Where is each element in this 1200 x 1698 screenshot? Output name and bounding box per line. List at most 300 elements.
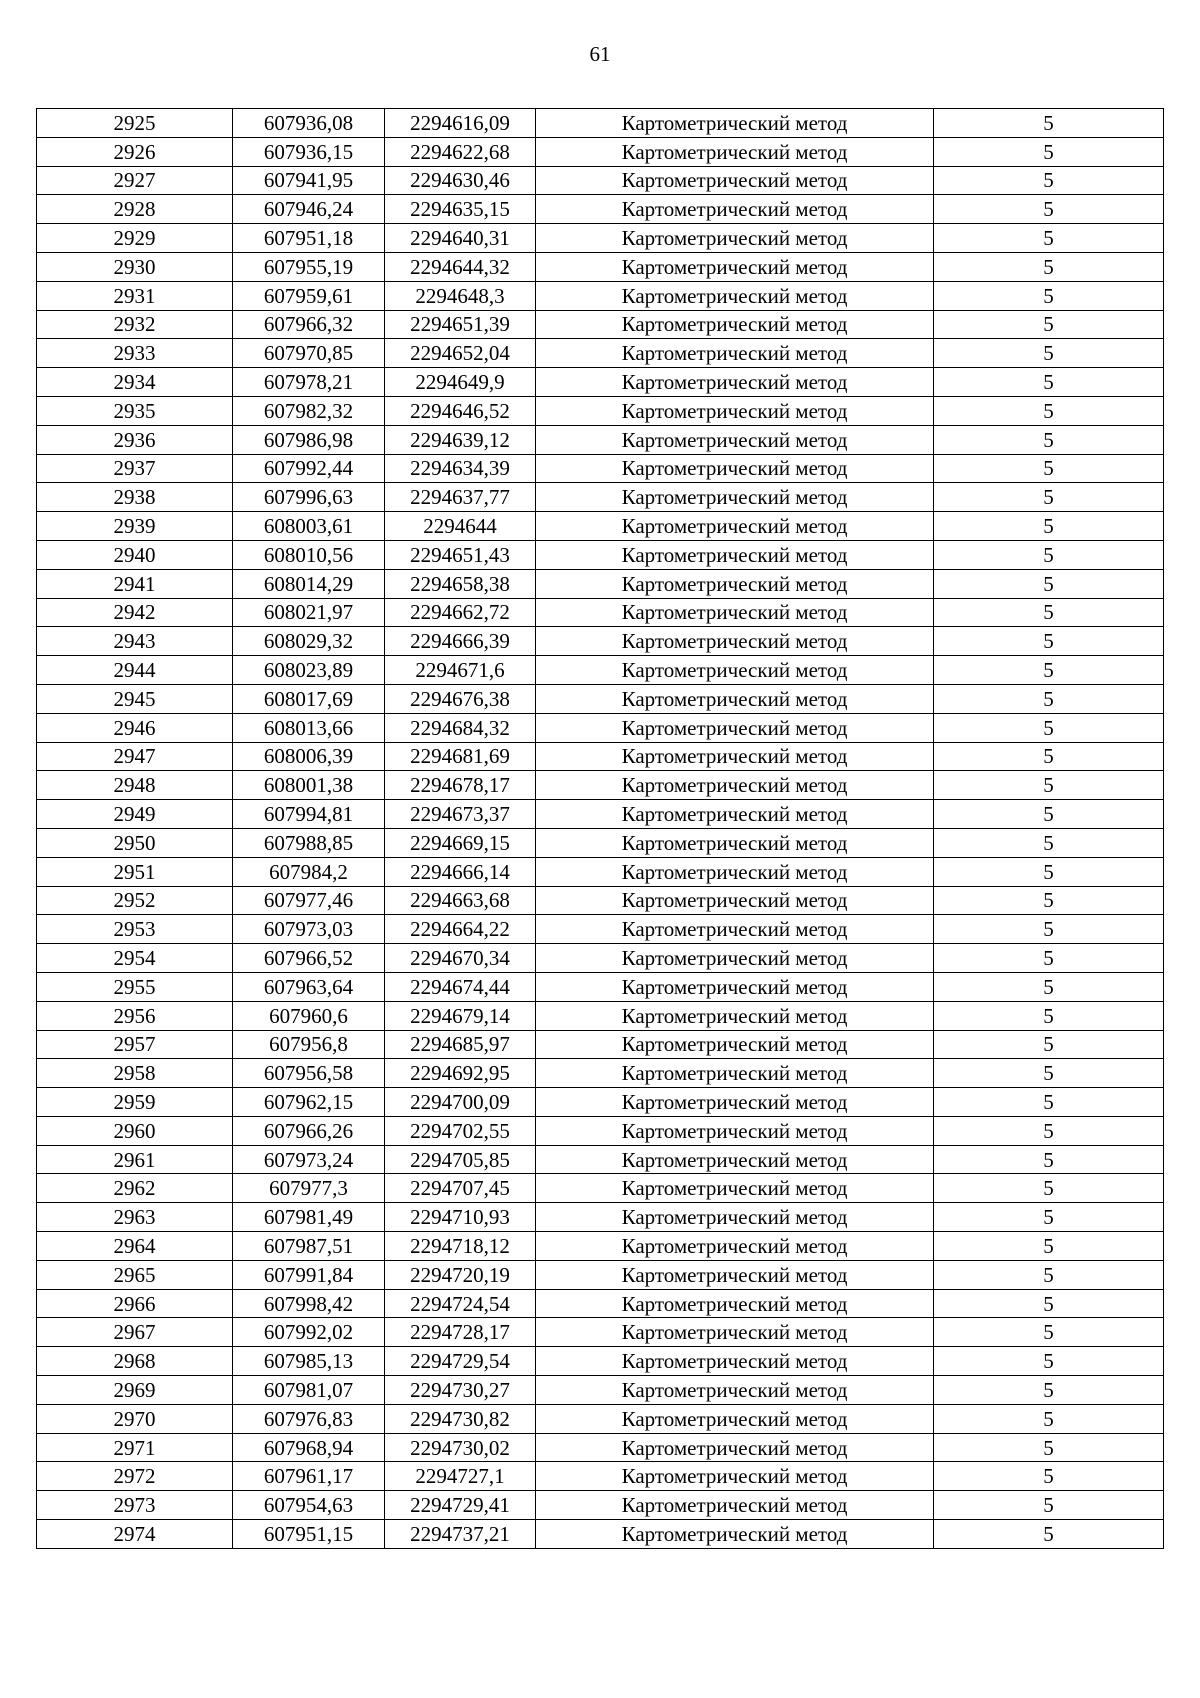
table-row <box>37 1174 1164 1203</box>
method-cell: Картометрический метод <box>536 137 934 166</box>
point-number-cell: 2972 <box>37 1462 233 1491</box>
table-row <box>37 1491 1164 1520</box>
accuracy-cell: 5 <box>934 800 1164 829</box>
table-row <box>37 915 1164 944</box>
y-coordinate-cell: 2294679,14 <box>385 1001 536 1030</box>
method-cell: Картометрический метод <box>536 915 934 944</box>
x-coordinate-cell: 608001,38 <box>233 771 385 800</box>
method-cell: Картометрический метод <box>536 972 934 1001</box>
method-cell: Картометрический метод <box>536 1462 934 1491</box>
accuracy-cell: 5 <box>934 1462 1164 1491</box>
method-cell: Картометрический метод <box>536 483 934 512</box>
point-number-cell: 2952 <box>37 886 233 915</box>
table-row <box>37 1088 1164 1117</box>
point-number-cell: 2965 <box>37 1260 233 1289</box>
accuracy-cell: 5 <box>934 1318 1164 1347</box>
y-coordinate-cell: 2294658,38 <box>385 569 536 598</box>
y-coordinate-cell: 2294737,21 <box>385 1520 536 1549</box>
x-coordinate-cell: 607941,95 <box>233 166 385 195</box>
method-cell: Картометрический метод <box>536 1203 934 1232</box>
y-coordinate-cell: 2294678,17 <box>385 771 536 800</box>
method-cell: Картометрический метод <box>536 1404 934 1433</box>
x-coordinate-cell: 607961,17 <box>233 1462 385 1491</box>
accuracy-cell: 5 <box>934 944 1164 973</box>
x-coordinate-cell: 607951,18 <box>233 224 385 253</box>
method-cell: Картометрический метод <box>536 742 934 771</box>
accuracy-cell: 5 <box>934 1059 1164 1088</box>
method-cell: Картометрический метод <box>536 109 934 138</box>
y-coordinate-cell: 2294710,93 <box>385 1203 536 1232</box>
method-cell: Картометрический метод <box>536 1059 934 1088</box>
method-cell: Картометрический метод <box>536 1232 934 1261</box>
method-cell: Картометрический метод <box>536 512 934 541</box>
method-cell: Картометрический метод <box>536 1030 934 1059</box>
accuracy-cell: 5 <box>934 1260 1164 1289</box>
table-row <box>37 1116 1164 1145</box>
method-cell: Картометрический метод <box>536 1260 934 1289</box>
table-row <box>37 1030 1164 1059</box>
point-number-cell: 2967 <box>37 1318 233 1347</box>
table-row <box>37 1145 1164 1174</box>
accuracy-cell: 5 <box>934 1289 1164 1318</box>
table-row <box>37 1347 1164 1376</box>
accuracy-cell: 5 <box>934 713 1164 742</box>
point-number-cell: 2951 <box>37 857 233 886</box>
table-row <box>37 857 1164 886</box>
y-coordinate-cell: 2294724,54 <box>385 1289 536 1318</box>
point-number-cell: 2959 <box>37 1088 233 1117</box>
y-coordinate-cell: 2294681,69 <box>385 742 536 771</box>
y-coordinate-cell: 2294729,54 <box>385 1347 536 1376</box>
x-coordinate-cell: 607968,94 <box>233 1433 385 1462</box>
point-number-cell: 2949 <box>37 800 233 829</box>
y-coordinate-cell: 2294652,04 <box>385 339 536 368</box>
coordinates-table <box>36 108 1164 1549</box>
y-coordinate-cell: 2294644 <box>385 512 536 541</box>
point-number-cell: 2945 <box>37 684 233 713</box>
x-coordinate-cell: 607959,61 <box>233 281 385 310</box>
x-coordinate-cell: 607954,63 <box>233 1491 385 1520</box>
point-number-cell: 2928 <box>37 195 233 224</box>
table-row <box>37 886 1164 915</box>
x-coordinate-cell: 607996,63 <box>233 483 385 512</box>
table-row <box>37 972 1164 1001</box>
accuracy-cell: 5 <box>934 252 1164 281</box>
point-number-cell: 2940 <box>37 540 233 569</box>
x-coordinate-cell: 607981,07 <box>233 1376 385 1405</box>
accuracy-cell: 5 <box>934 1433 1164 1462</box>
point-number-cell: 2939 <box>37 512 233 541</box>
y-coordinate-cell: 2294685,97 <box>385 1030 536 1059</box>
method-cell: Картометрический метод <box>536 1491 934 1520</box>
y-coordinate-cell: 2294664,22 <box>385 915 536 944</box>
accuracy-cell: 5 <box>934 137 1164 166</box>
point-number-cell: 2953 <box>37 915 233 944</box>
table-row <box>37 1404 1164 1433</box>
x-coordinate-cell: 607992,44 <box>233 454 385 483</box>
table-row <box>37 137 1164 166</box>
table-row <box>37 1059 1164 1088</box>
method-cell: Картометрический метод <box>536 396 934 425</box>
x-coordinate-cell: 607986,98 <box>233 425 385 454</box>
point-number-cell: 2961 <box>37 1145 233 1174</box>
table-row <box>37 224 1164 253</box>
x-coordinate-cell: 607963,64 <box>233 972 385 1001</box>
accuracy-cell: 5 <box>934 109 1164 138</box>
y-coordinate-cell: 2294674,44 <box>385 972 536 1001</box>
method-cell: Картометрический метод <box>536 800 934 829</box>
y-coordinate-cell: 2294630,46 <box>385 166 536 195</box>
y-coordinate-cell: 2294616,09 <box>385 109 536 138</box>
table-row <box>37 109 1164 138</box>
method-cell: Картометрический метод <box>536 713 934 742</box>
x-coordinate-cell: 607977,3 <box>233 1174 385 1203</box>
accuracy-cell: 5 <box>934 1145 1164 1174</box>
table-row <box>37 1520 1164 1549</box>
table-row <box>37 425 1164 454</box>
method-cell: Картометрический метод <box>536 857 934 886</box>
table-row <box>37 598 1164 627</box>
accuracy-cell: 5 <box>934 1404 1164 1433</box>
table-row <box>37 310 1164 339</box>
y-coordinate-cell: 2294676,38 <box>385 684 536 713</box>
page-number: 61 <box>589 42 611 66</box>
y-coordinate-cell: 2294692,95 <box>385 1059 536 1088</box>
point-number-cell: 2948 <box>37 771 233 800</box>
accuracy-cell: 5 <box>934 1116 1164 1145</box>
accuracy-cell: 5 <box>934 886 1164 915</box>
x-coordinate-cell: 607962,15 <box>233 1088 385 1117</box>
point-number-cell: 2926 <box>37 137 233 166</box>
y-coordinate-cell: 2294705,85 <box>385 1145 536 1174</box>
x-coordinate-cell: 607955,19 <box>233 252 385 281</box>
method-cell: Картометрический метод <box>536 1116 934 1145</box>
method-cell: Картометрический метод <box>536 454 934 483</box>
x-coordinate-cell: 608017,69 <box>233 684 385 713</box>
y-coordinate-cell: 2294663,68 <box>385 886 536 915</box>
point-number-cell: 2963 <box>37 1203 233 1232</box>
x-coordinate-cell: 608023,89 <box>233 656 385 685</box>
x-coordinate-cell: 607977,46 <box>233 886 385 915</box>
y-coordinate-cell: 2294646,52 <box>385 396 536 425</box>
table-row <box>37 252 1164 281</box>
method-cell: Картометрический метод <box>536 195 934 224</box>
y-coordinate-cell: 2294670,34 <box>385 944 536 973</box>
method-cell: Картометрический метод <box>536 656 934 685</box>
x-coordinate-cell: 607984,2 <box>233 857 385 886</box>
coordinates-table-body <box>37 109 1164 1549</box>
accuracy-cell: 5 <box>934 1376 1164 1405</box>
table-row <box>37 1232 1164 1261</box>
point-number-cell: 2925 <box>37 109 233 138</box>
table-row <box>37 166 1164 195</box>
accuracy-cell: 5 <box>934 1001 1164 1030</box>
y-coordinate-cell: 2294639,12 <box>385 425 536 454</box>
y-coordinate-cell: 2294718,12 <box>385 1232 536 1261</box>
x-coordinate-cell: 607936,08 <box>233 109 385 138</box>
x-coordinate-cell: 607994,81 <box>233 800 385 829</box>
point-number-cell: 2955 <box>37 972 233 1001</box>
point-number-cell: 2970 <box>37 1404 233 1433</box>
accuracy-cell: 5 <box>934 656 1164 685</box>
point-number-cell: 2956 <box>37 1001 233 1030</box>
method-cell: Картометрический метод <box>536 828 934 857</box>
method-cell: Картометрический метод <box>536 569 934 598</box>
accuracy-cell: 5 <box>934 1174 1164 1203</box>
point-number-cell: 2944 <box>37 656 233 685</box>
x-coordinate-cell: 607985,13 <box>233 1347 385 1376</box>
table-row <box>37 1462 1164 1491</box>
point-number-cell: 2933 <box>37 339 233 368</box>
y-coordinate-cell: 2294730,27 <box>385 1376 536 1405</box>
point-number-cell: 2934 <box>37 368 233 397</box>
accuracy-cell: 5 <box>934 195 1164 224</box>
table-row <box>37 1001 1164 1030</box>
accuracy-cell: 5 <box>934 281 1164 310</box>
point-number-cell: 2929 <box>37 224 233 253</box>
accuracy-cell: 5 <box>934 512 1164 541</box>
point-number-cell: 2942 <box>37 598 233 627</box>
y-coordinate-cell: 2294622,68 <box>385 137 536 166</box>
accuracy-cell: 5 <box>934 915 1164 944</box>
x-coordinate-cell: 607992,02 <box>233 1318 385 1347</box>
y-coordinate-cell: 2294727,1 <box>385 1462 536 1491</box>
point-number-cell: 2957 <box>37 1030 233 1059</box>
table-row <box>37 656 1164 685</box>
accuracy-cell: 5 <box>934 684 1164 713</box>
y-coordinate-cell: 2294671,6 <box>385 656 536 685</box>
method-cell: Картометрический метод <box>536 684 934 713</box>
y-coordinate-cell: 2294651,39 <box>385 310 536 339</box>
x-coordinate-cell: 608013,66 <box>233 713 385 742</box>
y-coordinate-cell: 2294702,55 <box>385 1116 536 1145</box>
y-coordinate-cell: 2294728,17 <box>385 1318 536 1347</box>
method-cell: Картометрический метод <box>536 1289 934 1318</box>
x-coordinate-cell: 607970,85 <box>233 339 385 368</box>
x-coordinate-cell: 607978,21 <box>233 368 385 397</box>
accuracy-cell: 5 <box>934 771 1164 800</box>
method-cell: Картометрический метод <box>536 1376 934 1405</box>
table-row <box>37 828 1164 857</box>
method-cell: Картометрический метод <box>536 598 934 627</box>
y-coordinate-cell: 2294640,31 <box>385 224 536 253</box>
method-cell: Картометрический метод <box>536 425 934 454</box>
y-coordinate-cell: 2294684,32 <box>385 713 536 742</box>
point-number-cell: 2930 <box>37 252 233 281</box>
method-cell: Картометрический метод <box>536 368 934 397</box>
point-number-cell: 2969 <box>37 1376 233 1405</box>
point-number-cell: 2960 <box>37 1116 233 1145</box>
accuracy-cell: 5 <box>934 1232 1164 1261</box>
y-coordinate-cell: 2294729,41 <box>385 1491 536 1520</box>
accuracy-cell: 5 <box>934 339 1164 368</box>
point-number-cell: 2937 <box>37 454 233 483</box>
x-coordinate-cell: 607991,84 <box>233 1260 385 1289</box>
accuracy-cell: 5 <box>934 224 1164 253</box>
table-row <box>37 1260 1164 1289</box>
x-coordinate-cell: 607988,85 <box>233 828 385 857</box>
point-number-cell: 2962 <box>37 1174 233 1203</box>
x-coordinate-cell: 607966,32 <box>233 310 385 339</box>
table-row <box>37 627 1164 656</box>
accuracy-cell: 5 <box>934 828 1164 857</box>
table-row <box>37 396 1164 425</box>
table-row <box>37 540 1164 569</box>
table-row <box>37 483 1164 512</box>
method-cell: Картометрический метод <box>536 1001 934 1030</box>
y-coordinate-cell: 2294700,09 <box>385 1088 536 1117</box>
method-cell: Картометрический метод <box>536 944 934 973</box>
accuracy-cell: 5 <box>934 1088 1164 1117</box>
method-cell: Картометрический метод <box>536 1145 934 1174</box>
table-row <box>37 1203 1164 1232</box>
accuracy-cell: 5 <box>934 454 1164 483</box>
method-cell: Картометрический метод <box>536 166 934 195</box>
x-coordinate-cell: 607966,52 <box>233 944 385 973</box>
table-row <box>37 512 1164 541</box>
x-coordinate-cell: 608014,29 <box>233 569 385 598</box>
point-number-cell: 2964 <box>37 1232 233 1261</box>
y-coordinate-cell: 2294673,37 <box>385 800 536 829</box>
accuracy-cell: 5 <box>934 483 1164 512</box>
method-cell: Картометрический метод <box>536 224 934 253</box>
accuracy-cell: 5 <box>934 368 1164 397</box>
method-cell: Картометрический метод <box>536 1088 934 1117</box>
y-coordinate-cell: 2294730,82 <box>385 1404 536 1433</box>
table-row <box>37 713 1164 742</box>
point-number-cell: 2946 <box>37 713 233 742</box>
method-cell: Картометрический метод <box>536 886 934 915</box>
x-coordinate-cell: 608006,39 <box>233 742 385 771</box>
point-number-cell: 2950 <box>37 828 233 857</box>
y-coordinate-cell: 2294707,45 <box>385 1174 536 1203</box>
y-coordinate-cell: 2294649,9 <box>385 368 536 397</box>
x-coordinate-cell: 607973,24 <box>233 1145 385 1174</box>
point-number-cell: 2966 <box>37 1289 233 1318</box>
method-cell: Картометрический метод <box>536 771 934 800</box>
point-number-cell: 2938 <box>37 483 233 512</box>
point-number-cell: 2941 <box>37 569 233 598</box>
method-cell: Картометрический метод <box>536 281 934 310</box>
x-coordinate-cell: 608003,61 <box>233 512 385 541</box>
y-coordinate-cell: 2294669,15 <box>385 828 536 857</box>
x-coordinate-cell: 607973,03 <box>233 915 385 944</box>
table-row <box>37 684 1164 713</box>
method-cell: Картометрический метод <box>536 310 934 339</box>
y-coordinate-cell: 2294720,19 <box>385 1260 536 1289</box>
table-row <box>37 1376 1164 1405</box>
table-row <box>37 800 1164 829</box>
y-coordinate-cell: 2294634,39 <box>385 454 536 483</box>
y-coordinate-cell: 2294666,14 <box>385 857 536 886</box>
table-row <box>37 742 1164 771</box>
table-row <box>37 771 1164 800</box>
table-row <box>37 1433 1164 1462</box>
point-number-cell: 2931 <box>37 281 233 310</box>
accuracy-cell: 5 <box>934 742 1164 771</box>
point-number-cell: 2932 <box>37 310 233 339</box>
point-number-cell: 2968 <box>37 1347 233 1376</box>
point-number-cell: 2958 <box>37 1059 233 1088</box>
point-number-cell: 2954 <box>37 944 233 973</box>
accuracy-cell: 5 <box>934 1347 1164 1376</box>
x-coordinate-cell: 607936,15 <box>233 137 385 166</box>
x-coordinate-cell: 607956,8 <box>233 1030 385 1059</box>
table-row <box>37 1289 1164 1318</box>
x-coordinate-cell: 607998,42 <box>233 1289 385 1318</box>
y-coordinate-cell: 2294644,32 <box>385 252 536 281</box>
x-coordinate-cell: 607987,51 <box>233 1232 385 1261</box>
accuracy-cell: 5 <box>934 425 1164 454</box>
x-coordinate-cell: 607946,24 <box>233 195 385 224</box>
method-cell: Картометрический метод <box>536 540 934 569</box>
table-row <box>37 569 1164 598</box>
point-number-cell: 2974 <box>37 1520 233 1549</box>
point-number-cell: 2936 <box>37 425 233 454</box>
y-coordinate-cell: 2294648,3 <box>385 281 536 310</box>
table-row <box>37 339 1164 368</box>
accuracy-cell: 5 <box>934 1491 1164 1520</box>
accuracy-cell: 5 <box>934 396 1164 425</box>
table-row <box>37 281 1164 310</box>
point-number-cell: 2947 <box>37 742 233 771</box>
accuracy-cell: 5 <box>934 540 1164 569</box>
y-coordinate-cell: 2294730,02 <box>385 1433 536 1462</box>
point-number-cell: 2935 <box>37 396 233 425</box>
point-number-cell: 2927 <box>37 166 233 195</box>
table-row <box>37 195 1164 224</box>
table-row <box>37 944 1164 973</box>
accuracy-cell: 5 <box>934 569 1164 598</box>
x-coordinate-cell: 607982,32 <box>233 396 385 425</box>
accuracy-cell: 5 <box>934 972 1164 1001</box>
point-number-cell: 2971 <box>37 1433 233 1462</box>
y-coordinate-cell: 2294651,43 <box>385 540 536 569</box>
accuracy-cell: 5 <box>934 627 1164 656</box>
accuracy-cell: 5 <box>934 310 1164 339</box>
method-cell: Картометрический метод <box>536 252 934 281</box>
x-coordinate-cell: 608010,56 <box>233 540 385 569</box>
x-coordinate-cell: 607960,6 <box>233 1001 385 1030</box>
x-coordinate-cell: 607976,83 <box>233 1404 385 1433</box>
y-coordinate-cell: 2294637,77 <box>385 483 536 512</box>
method-cell: Картометрический метод <box>536 1347 934 1376</box>
y-coordinate-cell: 2294635,15 <box>385 195 536 224</box>
x-coordinate-cell: 608029,32 <box>233 627 385 656</box>
y-coordinate-cell: 2294666,39 <box>385 627 536 656</box>
x-coordinate-cell: 608021,97 <box>233 598 385 627</box>
method-cell: Картометрический метод <box>536 1433 934 1462</box>
x-coordinate-cell: 607966,26 <box>233 1116 385 1145</box>
method-cell: Картометрический метод <box>536 339 934 368</box>
method-cell: Картометрический метод <box>536 627 934 656</box>
x-coordinate-cell: 607951,15 <box>233 1520 385 1549</box>
accuracy-cell: 5 <box>934 166 1164 195</box>
point-number-cell: 2973 <box>37 1491 233 1520</box>
method-cell: Картометрический метод <box>536 1520 934 1549</box>
accuracy-cell: 5 <box>934 1203 1164 1232</box>
accuracy-cell: 5 <box>934 1030 1164 1059</box>
x-coordinate-cell: 607981,49 <box>233 1203 385 1232</box>
point-number-cell: 2943 <box>37 627 233 656</box>
accuracy-cell: 5 <box>934 598 1164 627</box>
accuracy-cell: 5 <box>934 1520 1164 1549</box>
table-row <box>37 368 1164 397</box>
table-row <box>37 1318 1164 1347</box>
accuracy-cell: 5 <box>934 857 1164 886</box>
method-cell: Картометрический метод <box>536 1318 934 1347</box>
y-coordinate-cell: 2294662,72 <box>385 598 536 627</box>
